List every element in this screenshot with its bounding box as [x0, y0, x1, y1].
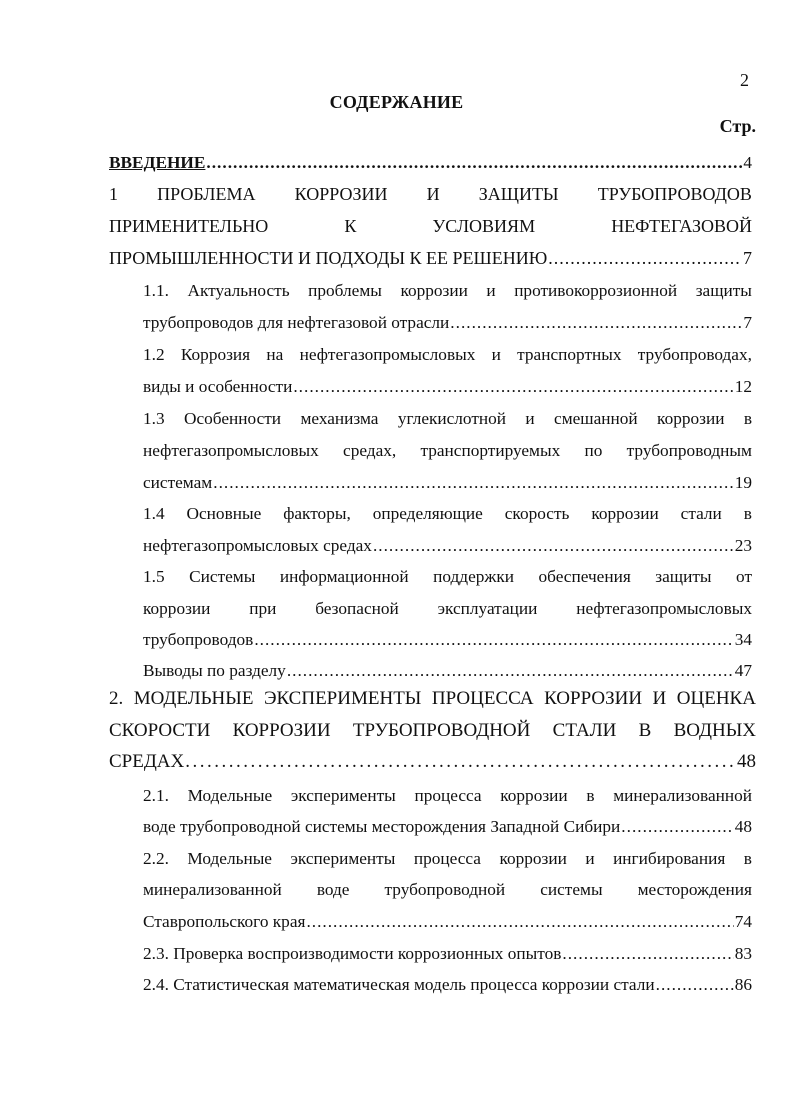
toc-entry-1-3 — [143, 473, 752, 493]
toc-section-line: 1.1. Актуальность проблемы коррозии и противокоррозионной защиты — [143, 281, 752, 300]
toc-entry-title: ПРОМЫШЛЕННОСТИ И ПОДХОДЫ К ЕЕ РЕШЕНИЮ — [109, 248, 548, 268]
toc-page-number: 83 — [734, 944, 752, 963]
toc-page-number: 74 — [734, 912, 752, 931]
toc-section-line: 1.2 Коррозия на нефтегазопромысловых и транспортных трубопроводах, — [143, 345, 752, 364]
page-number: 2 — [740, 70, 749, 90]
toc-entry-2-3 — [143, 944, 752, 964]
toc-entry-2-2 — [143, 912, 752, 932]
dot-leader — [213, 473, 733, 493]
toc-page-number: 48 — [737, 751, 756, 772]
dot-leader — [373, 536, 734, 556]
toc-page-number: 47 — [734, 661, 752, 680]
toc-page-number: 86 — [734, 975, 752, 994]
toc-entry-1-4 — [143, 536, 752, 556]
dot-leader — [450, 313, 742, 333]
toc-entry-1-1 — [143, 313, 752, 333]
toc-entry-title: 2.4. Статистическая математическая модель процесса коррозии стали — [143, 975, 655, 994]
page-column-label: Стр. — [719, 116, 756, 136]
dot-leader — [562, 944, 733, 964]
dot-leader — [254, 630, 733, 650]
toc-entry-title: Ставропольского края — [143, 912, 306, 931]
toc-section-line: 2.1. Модельные эксперименты процесса коррозии в минерализованной — [143, 786, 752, 805]
toc-chapter-line: ПРИМЕНИТЕЛЬНО К УСЛОВИЯМ НЕФТЕГАЗОВОЙ — [109, 216, 752, 236]
toc-entry-title: трубопроводов — [143, 630, 254, 649]
dot-leader — [287, 661, 734, 681]
toc-entry-title: 2.3. Проверка воспроизводимости коррозионных опытов — [143, 944, 562, 963]
toc-entry-1-2 — [143, 377, 752, 397]
toc-page-number: 48 — [734, 817, 752, 836]
toc-entry-2-1 — [143, 817, 752, 837]
toc-section-line: 1.4 Основные факторы, определяющие скорость коррозии стали в — [143, 504, 752, 523]
toc-page-number: 23 — [734, 536, 752, 555]
toc-page-number: 4 — [743, 153, 752, 172]
dot-leader — [548, 248, 742, 268]
toc-section-line: 1.3 Особенности механизма углекислотной и смешанной коррозии в — [143, 409, 752, 428]
toc-entry-title: трубопроводов для нефтегазовой отрасли — [143, 313, 450, 332]
toc-page-number: 7 — [743, 313, 752, 332]
dot-leader — [206, 153, 742, 173]
toc-section-line: 1.5 Системы информационной поддержки обеспечения защиты от — [143, 567, 752, 586]
toc-entry-chapter-1 — [109, 248, 752, 268]
toc-page-number: 12 — [734, 377, 752, 396]
toc-section-line: коррозии при безопасной эксплуатации нефтегазопромысловых — [143, 599, 752, 618]
toc-section-line: нефтегазопромысловых средах, транспортируемых по трубопроводным — [143, 441, 752, 460]
toc-entry-title: воде трубопроводной системы месторождения Западной Сибири — [143, 817, 621, 836]
toc-entry-title: Выводы по разделу — [143, 661, 286, 680]
toc-entry-title: виды и особенности — [143, 377, 293, 396]
toc-chapter-line: 2. МОДЕЛЬНЫЕ ЭКСПЕРИМЕНТЫ ПРОЦЕССА КОРРОЗИИ И ОЦЕНКА — [109, 688, 756, 709]
toc-page-number: 7 — [743, 248, 752, 268]
toc-section-line: 2.2. Модельные эксперименты процесса коррозии и ингибирования в — [143, 849, 752, 868]
dot-leader — [293, 377, 733, 397]
toc-entry-title: СРЕДАХ — [109, 751, 185, 772]
toc-page-number: 34 — [734, 630, 752, 649]
toc-entry-title: нефтегазопромысловых средах — [143, 536, 372, 555]
dot-leader — [656, 975, 734, 995]
toc-section-line: минерализованной воде трубопроводной системы месторождения — [143, 880, 752, 899]
toc-chapter-line: СКОРОСТИ КОРРОЗИИ ТРУБОПРОВОДНОЙ СТАЛИ В ВОДНЫХ — [109, 720, 756, 741]
toc-chapter-line: 1 ПРОБЛЕМА КОРРОЗИИ И ЗАЩИТЫ ТРУБОПРОВОДОВ — [109, 184, 752, 204]
dot-leader — [185, 752, 736, 772]
dot-leader — [621, 817, 733, 837]
toc-entry-introduction — [109, 153, 752, 173]
dot-leader — [306, 912, 733, 932]
toc-entry-1-5 — [143, 630, 752, 650]
toc-entry-chapter-2 — [109, 752, 756, 772]
toc-entry-title: ВВЕДЕНИЕ — [109, 153, 206, 172]
page-title: СОДЕРЖАНИЕ — [329, 92, 464, 112]
toc-page-number: 19 — [734, 473, 752, 492]
toc-entry-conclusions — [143, 661, 752, 681]
toc-entry-title: системам — [143, 473, 213, 492]
toc-entry-2-4 — [143, 975, 752, 995]
